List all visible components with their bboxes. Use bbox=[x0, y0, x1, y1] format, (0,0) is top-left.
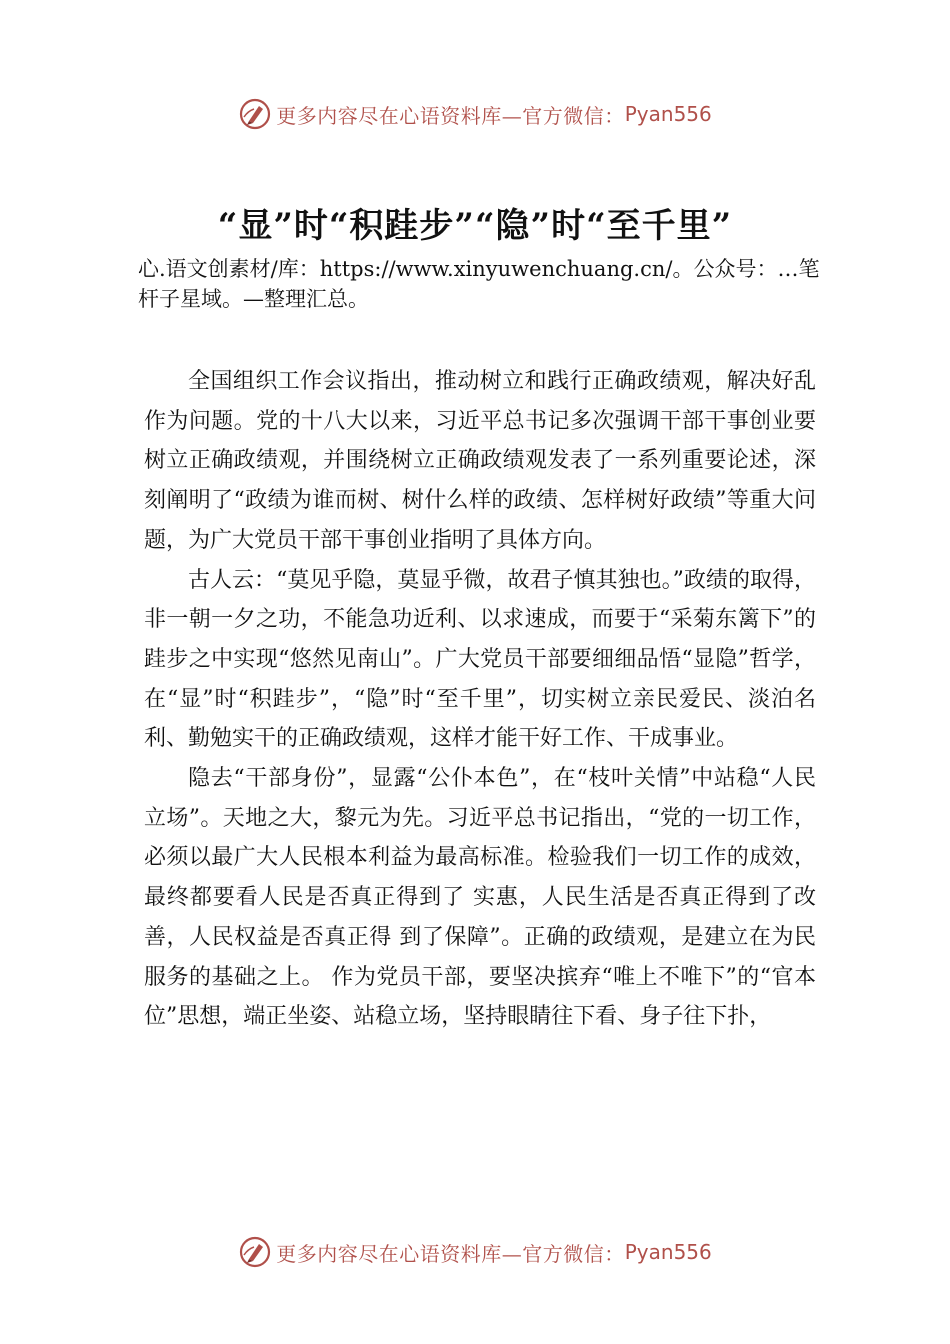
article-title: “显”时“积跬步”“隐”时“至千里” bbox=[217, 206, 733, 246]
header-banner-text: 更多内容尽在心语资料库—官方微信： bbox=[276, 103, 625, 128]
header-wechat-id: Pyan556 bbox=[624, 102, 712, 126]
article-body bbox=[144, 362, 816, 1037]
paragraph: 古人云：“莫见乎隐，莫显乎微，故君子慎其独也。”政绩的取得，非一朝一夕之功，不能急功近利、以求速成，而要于“采菊东篱下”的跬步之中实现“悠然见南山”。广大党员干部要细细品悟“显隐”哲学，在“显”时“积跬步”，“隐”时“至千里”，切实树立亲民爱民、淡泊名利、勤勉实干的正确政绩观，这样才能干好工作、干成事业。 bbox=[144, 567, 816, 752]
source-line: 心.语文创素材/库：https://www.xinyuwenchuang.cn/。公众号：…笔杆子星域。—整理汇总。 bbox=[138, 257, 820, 311]
footer-banner-text: 更多内容尽在心语资料库—官方微信： bbox=[276, 1241, 625, 1266]
footer-banner bbox=[0, 1232, 950, 1272]
header-banner bbox=[0, 94, 950, 134]
paragraph: 隐去“干部身份”，显露“公仆本色”，在“枝叶关情”中站稳“人民立场”。天地之大，黎元为先。习近平总书记指出，“党的一切工作，必须以最广大人民根本利益为最高标准。检验我们一切工作的成效，最终都要看人民是否真正得到了 实惠，人民生活是否真正得到了改善，人民权益是否真正得 到了保障”。正确的政绩观，是建立在为民服务的基础之上。 作为党员干部，要坚决摈弃“唯上不唯下”的“官本位”思想，端正坐姿、站稳立场，坚持眼睛往下看、身子往下扑， bbox=[144, 766, 816, 1030]
paragraph: 全国组织工作会议指出，推动树立和践行正确政绩观，解决好乱作为问题。党的十八大以来，习近平总书记多次强调干部干事创业要树立正确政绩观，并围绕树立正确政绩观发表了一系列重要论述，深刻阐明了“政绩为谁而树、树什么样的政绩、怎样树好政绩”等重大问题，为广大党员干部干事创业指明了具体方向。 bbox=[144, 369, 816, 553]
pen-logo-icon bbox=[238, 1235, 272, 1269]
pen-logo-icon bbox=[238, 97, 272, 131]
footer-wechat-id: Pyan556 bbox=[624, 1240, 712, 1264]
